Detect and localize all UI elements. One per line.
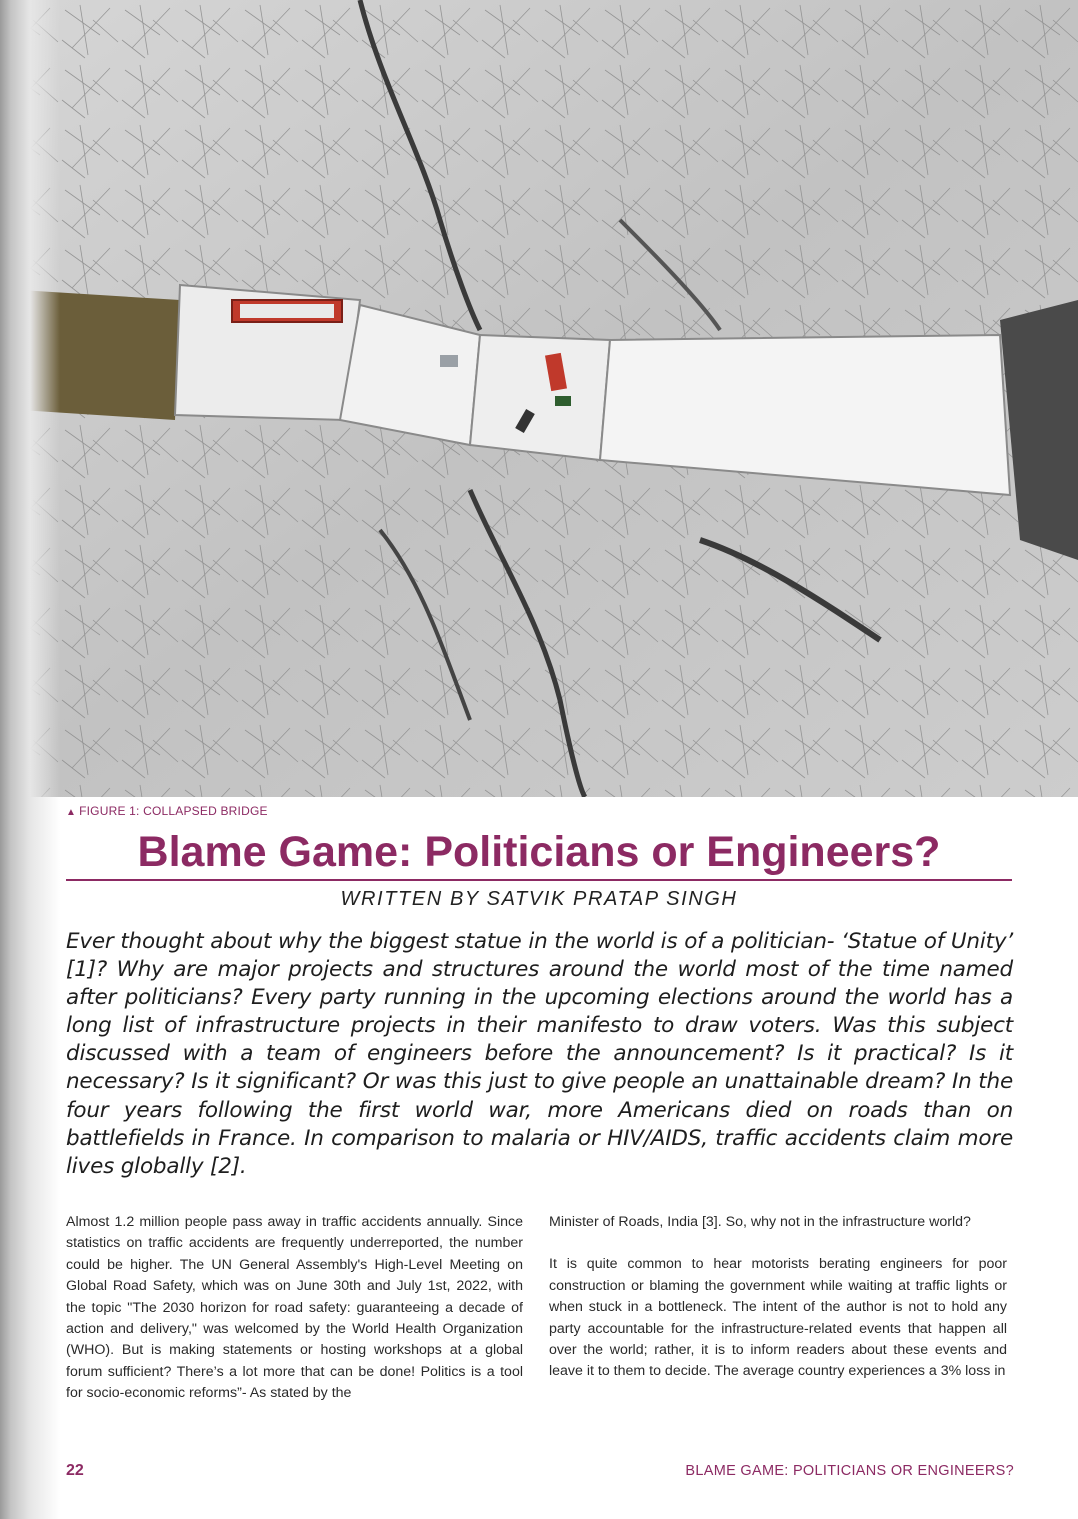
title-divider <box>66 879 1012 881</box>
figure-caption <box>66 804 268 818</box>
article-title: Blame Game: Politicians or Engineers? <box>137 828 941 876</box>
article-byline: WRITTEN BY SATVIK PRATAP SINGH <box>340 888 738 910</box>
page-number: 22 <box>66 1462 84 1479</box>
figure-caption-text: FIGURE 1: COLLAPSED BRIDGE <box>79 804 268 818</box>
body-column-left <box>66 1212 523 1405</box>
body-paragraph: It is quite common to hear motorists berating engineers for poor construction or blaming the government while waiting at traffic lights or when stuck in a bottleneck. The intent of the author is not to hold any party accountable for the infrastructure-related events that happen all over the world; rather, it is to inform readers about these events and leave it to them to decide. The average country experiences a 3% loss in <box>549 1256 1007 1380</box>
body-paragraph: Minister of Roads, India [3]. So, why not in the infrastructure world? <box>549 1214 971 1230</box>
body-column-right <box>549 1212 1007 1383</box>
triangle-up-icon: ▲ <box>66 807 77 818</box>
body-paragraph: Almost 1.2 million people pass away in traffic accidents annually. Since statistics on traffic accidents are frequently underreported, the number could be higher. The UN General Assembly's High-Level Meeting on Global Road Safety, which was on June 30th and July 1st, 2022, with the topic "The 2030 horizon for road safety: guaranteeing a decade of action and delivery," was welcomed by the World Health Organization (WHO). But is making statements or hosting workshops at a global forum sufficient? There’s a lot more that can be done! Politics is a tool for socio-economic reforms”- As stated by the <box>66 1214 523 1402</box>
running-head: BLAME GAME: POLITICIANS OR ENGINEERS? <box>685 1463 1014 1479</box>
article-lead-paragraph: Ever thought about why the biggest statue in the world is of a politician- ‘Statue of Unity’ [1]? Why are major projects and structures around the world most of the time named after politicians? Every party running in the upcoming elections around the world has a long list of infrastructure projects in their manifesto to draw voters. Was this subject discussed with a team of engineers before the announcement? Is it practical? Is it necessary? Is it significant? Or was this just to give people an unattainable dream? In the four years following the first world war, more Americans died on roads than on battlefields in France. In comparison to malaria or HIV/AIDS, traffic accidents claim more lives globally [2]. <box>66 929 1013 1179</box>
